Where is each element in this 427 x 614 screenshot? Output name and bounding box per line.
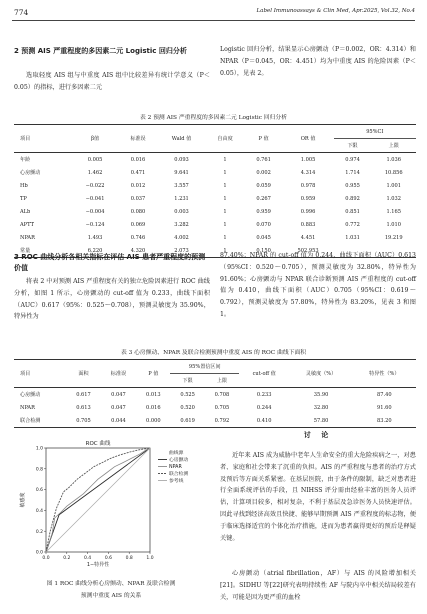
t2-cell: 1: [223, 156, 227, 163]
t3-cell: 0.233: [256, 391, 272, 398]
t2-cell: 1: [223, 208, 227, 215]
y-axis-label: 敏感度: [20, 492, 26, 508]
t3-cell: 心房颤动: [20, 392, 41, 398]
t3-cell: 0.047: [111, 391, 126, 398]
roc-line-reference: [46, 448, 150, 552]
t2-h-ci-upper: 上限: [371, 139, 416, 153]
t2-cell: 0.037: [130, 195, 146, 202]
t2-cell: 1: [223, 169, 227, 176]
t2-cell: 0.267: [256, 195, 271, 202]
section-heading-3: 3 ROC 曲线分析各相关指标在评估 AIS 患者严重程度的预测价值: [14, 253, 206, 272]
t2-cell: 0.070: [256, 221, 271, 228]
t2-cell: 19.219: [384, 234, 403, 241]
t2-cell: 0.974: [345, 156, 360, 163]
t2-cell: 0.093: [174, 156, 189, 163]
t3-cell: NPAR: [20, 404, 35, 411]
t2-cell: TP: [20, 195, 27, 202]
t2-cell: 0.012: [130, 182, 146, 189]
t2-h-beta: β值: [72, 125, 119, 153]
t2-h-p: P 值: [245, 125, 283, 153]
header-rule: [12, 20, 415, 21]
t2-cell: 0.996: [300, 208, 316, 215]
t3-h-ci-lower: 下限: [170, 374, 204, 388]
t3-cell: 0.000: [146, 417, 161, 424]
t2-cell: 1.032: [386, 195, 402, 202]
t3-h-cutoff: cut-off 值: [239, 360, 289, 388]
t3-cell: 0.708: [214, 391, 230, 398]
t2-cell: 4.314: [300, 169, 316, 176]
t2-cell: 4.002: [174, 234, 189, 241]
t2-cell: 2.073: [174, 247, 189, 254]
t2-cell: −0.124: [85, 221, 105, 228]
t2-row: [14, 192, 416, 205]
t3-cell: 0.792: [214, 417, 230, 424]
t2-h-ci-lower: 下限: [334, 139, 372, 153]
t2-cell: 1: [223, 221, 227, 228]
t2-row: [14, 205, 416, 218]
table2: [14, 124, 416, 258]
table3: [14, 359, 416, 428]
section2-para-left: 选取轻度 AIS 组与中重度 AIS 组中比较差异有统计学意义（P＜0.05）的指标，进行多因素二元: [14, 72, 210, 91]
t2-row: [14, 218, 416, 231]
x-tick-label: 0.2: [63, 556, 71, 561]
t2-cell: 年龄: [20, 157, 31, 163]
roc-chart: [12, 428, 210, 570]
t3-cell: 83.20: [377, 417, 392, 424]
t2-cell: Hb: [20, 182, 28, 189]
y-tick-label: 0.8: [35, 467, 43, 473]
t2-cell: 0.003: [174, 208, 189, 215]
t2-h-se: 标准误: [118, 125, 157, 153]
t2-cell: 0.471: [130, 169, 146, 176]
table2-caption: 表 2 预测 AIS 严重程度的多因素二元 Logistic 回归分析: [139, 115, 288, 121]
t2-cell: −0.041: [85, 195, 105, 202]
x-axis-label: 1−特异性: [86, 562, 110, 568]
t3-cell: 联合检测: [20, 418, 41, 424]
t3-cell: 32.80: [313, 404, 329, 411]
t2-cell: 常量: [20, 248, 31, 254]
chart-title: ROC 曲线: [85, 441, 111, 447]
t3-cell: 35.90: [313, 391, 329, 398]
section3-para-right: 87.40%；NPAR 的 cut-off 值为 0.244，曲线下面积（AUC）0.613（95%CI：0.520～0.705），预测灵敏度为 32.80%，特异性为 91.60%；心房颤动与 NPAR 联合诊断预测 AIS 严重程度的 cut-off 值为 0.410，曲线下面积（AUC）0.705（95%CI：0.619～0.792），预测灵敏度为 57.80%，特异性为 83.20%，见表 3 和图 1。: [220, 252, 416, 318]
section3-para-left: 将表 2 中对预测 AIS 严重程度有关的独立危险因素进行 ROC 曲线分析，如图 1 所示，心房颤动的 cut-off 值为 0.233，曲线下面积（AUC）0.617（95%：0.525～0.708），预测灵敏度为 35.90%，特异性为: [14, 278, 210, 321]
t2-cell: 4.320: [130, 247, 146, 254]
t2-cell: 0.959: [300, 195, 316, 202]
t2-cell: −0.022: [85, 182, 105, 189]
legend-item: 联合检测: [169, 472, 189, 477]
t2-cell: 0.746: [130, 234, 146, 241]
t3-cell: 0.244: [256, 404, 272, 411]
t2-row: [14, 153, 416, 167]
t3-cell: 0.705: [76, 417, 91, 424]
t2-cell: 0.150: [256, 247, 271, 254]
t3-h-p: P 值: [136, 360, 170, 388]
legend-item: NPAR: [169, 465, 182, 470]
t2-h-df: 自由度: [205, 125, 244, 153]
t2-cell: 0.959: [256, 208, 271, 215]
t2-cell: 9.641: [174, 169, 189, 176]
y-tick-label: 0.4: [35, 509, 43, 514]
t2-cell: 1: [223, 247, 227, 254]
t2-cell: 0.892: [345, 195, 360, 202]
t3-h-item: 项目: [14, 360, 66, 388]
t3-h-se: 标准误: [101, 360, 137, 388]
t3-cell: 87.40: [377, 391, 392, 398]
discussion-heading: 讨 论: [303, 431, 333, 439]
t2-cell: 0.069: [130, 221, 146, 228]
t2-cell: 0.002: [256, 169, 271, 176]
t2-cell: 1: [223, 234, 227, 241]
x-tick-label: 0.8: [125, 556, 133, 561]
t2-cell: 1.462: [87, 169, 103, 176]
t2-cell: 0.772: [345, 221, 360, 228]
t3-row: [14, 414, 416, 428]
t2-cell: NPAR: [20, 234, 35, 241]
t3-cell: 0.705: [214, 404, 230, 411]
t3-cell: 91.60: [377, 404, 392, 411]
t2-h-ci: 95%CI: [334, 125, 416, 139]
section2-para-right: Logistic 回归分析，结果显示心房颤动（P＝0.002，OR：4.314）和 NPAR（P＝0.045，OR：4.451）均为中重度 AIS 的危险因素（P＜0.05），见表 2。: [220, 46, 416, 77]
t2-cell: 0.955: [345, 182, 360, 189]
t2-cell: 502.953: [297, 247, 319, 254]
table3-caption: 表 3 心房颤动、NPAR 及联合检测预测中重度 AIS 的 ROC 曲线下面积: [120, 350, 307, 356]
discussion-para2: 心房颤动（atrial fibrillation，AF）与 AIS 的风险增加相关[21]。SIDHU 等[22]研究表明持续性 AF 与院内卒中相关结局较差有关，可能是因为更严重的血栓: [220, 570, 416, 601]
t3-cell: 0.617: [76, 391, 91, 398]
y-tick-label: 0.6: [35, 488, 43, 494]
x-tick-label: 0.6: [104, 556, 112, 561]
t2-row: [14, 179, 416, 192]
t3-row: [14, 401, 416, 414]
t2-cell: −0.004: [85, 208, 105, 215]
t3-h-area: 面积: [66, 360, 100, 388]
t2-cell: 0.045: [256, 234, 271, 241]
t3-cell: 0.410: [256, 417, 272, 424]
t2-cell: 4.451: [300, 234, 316, 241]
t3-h-spec: 特异性（%）: [353, 360, 416, 388]
t3-cell: 0.619: [180, 417, 195, 424]
t3-cell: 0.044: [111, 417, 126, 424]
t2-cell: 1.010: [386, 221, 402, 228]
t3-h-ci-upper: 上限: [205, 374, 239, 388]
t3-cell: 0.525: [180, 391, 195, 398]
page-number: 774: [14, 8, 29, 17]
t2-cell: 0.883: [300, 221, 316, 228]
t2-cell: 1.165: [386, 208, 402, 215]
t2-cell: 0.005: [87, 156, 103, 163]
t2-cell: 10.856: [384, 169, 403, 176]
t2-h-or: OR 值: [283, 125, 334, 153]
figure1-caption-line2: 预测中重度 AIS 的关系: [80, 593, 142, 599]
t2-cell: 1.001: [386, 182, 402, 189]
t2-cell: 1.231: [174, 195, 189, 202]
t2-cell: 1.493: [87, 234, 103, 241]
t2-cell: 1.005: [300, 156, 316, 163]
t2-h-item: 项目: [14, 125, 72, 153]
t2-cell: APTT: [20, 221, 34, 228]
t2-row: [14, 231, 416, 244]
legend-item: 心房颤动: [169, 458, 189, 463]
t3-cell: 0.013: [146, 391, 161, 398]
t2-cell: 6.220: [87, 247, 103, 254]
t2-cell: 0.761: [256, 156, 271, 163]
y-tick-label: 0.2: [35, 529, 43, 535]
t2-cell: 0.978: [300, 182, 316, 189]
t2-cell: 1: [223, 182, 227, 189]
figure1-caption-line1: 图 1 ROC 曲线分析心房颤动、NPAR 及联合检测: [46, 581, 176, 587]
t2-cell: 3.557: [174, 182, 189, 189]
journal-header: Label Immunoassays & Clin Med, Apr.2025, Vol.32, No.4: [256, 8, 415, 14]
y-tick-label: 0.0: [35, 550, 43, 556]
t3-h-sens: 灵敏度（%）: [289, 360, 352, 388]
t2-cell: 1.036: [386, 156, 402, 163]
t3-cell: 0.016: [146, 404, 161, 411]
t3-cell: 0.047: [111, 404, 126, 411]
y-tick-label: 1.0: [35, 446, 43, 452]
t2-cell: 心房颤动: [20, 170, 41, 176]
t2-cell: 0.016: [130, 156, 146, 163]
t2-cell: ALb: [20, 208, 31, 215]
t2-row: [14, 166, 416, 179]
t3-row: [14, 388, 416, 402]
discussion-para1: 近年来 AIS 成为威胁中老年人生命安全的重大危险疾病之一，对患者、家庭和社会带来了沉重的负担。AIS 的严重程度与患者的治疗方式及预后等方面关系紧密。在基层医院，由于条件的限制，缺乏对患者进行全面系统评估的手段，且 NIHSS 评分需由经验丰富的医务人员评估，计算项目较多，相对复杂，不利于基层及急诊医务人员快速评估。因此寻找到经济高效且快捷、能够早期预测 AIS 严重程度的标志物，便于临床选择适宜的个体化治疗措施，进而为患者赢得更好的预后是释疑关键。: [220, 452, 416, 542]
t3-cell: 57.80: [313, 417, 329, 424]
t3-cell: 0.613: [76, 404, 91, 411]
t3-cell: 0.520: [180, 404, 195, 411]
t3-h-ci: 95%置信区间: [170, 360, 239, 374]
t2-cell: 0.851: [345, 208, 360, 215]
x-tick-label: 0.0: [42, 556, 50, 561]
x-tick-label: 0.4: [84, 556, 92, 561]
t2-cell: 0.059: [256, 182, 271, 189]
t2-cell: 0.080: [130, 208, 146, 215]
t2-cell: 1.031: [345, 234, 360, 241]
t2-cell: 1: [223, 195, 227, 202]
t2-cell: 3.282: [174, 221, 189, 228]
t2-h-wald: Wald 值: [158, 125, 206, 153]
legend-title: 曲线源: [169, 451, 184, 456]
legend-item: 参考线: [169, 479, 184, 484]
section-heading-2: 2 预测 AIS 严重程度的多因素二元 Logistic 回归分析: [14, 47, 187, 55]
x-tick-label: 1.0: [146, 556, 154, 561]
t2-cell: 1.714: [345, 169, 360, 176]
